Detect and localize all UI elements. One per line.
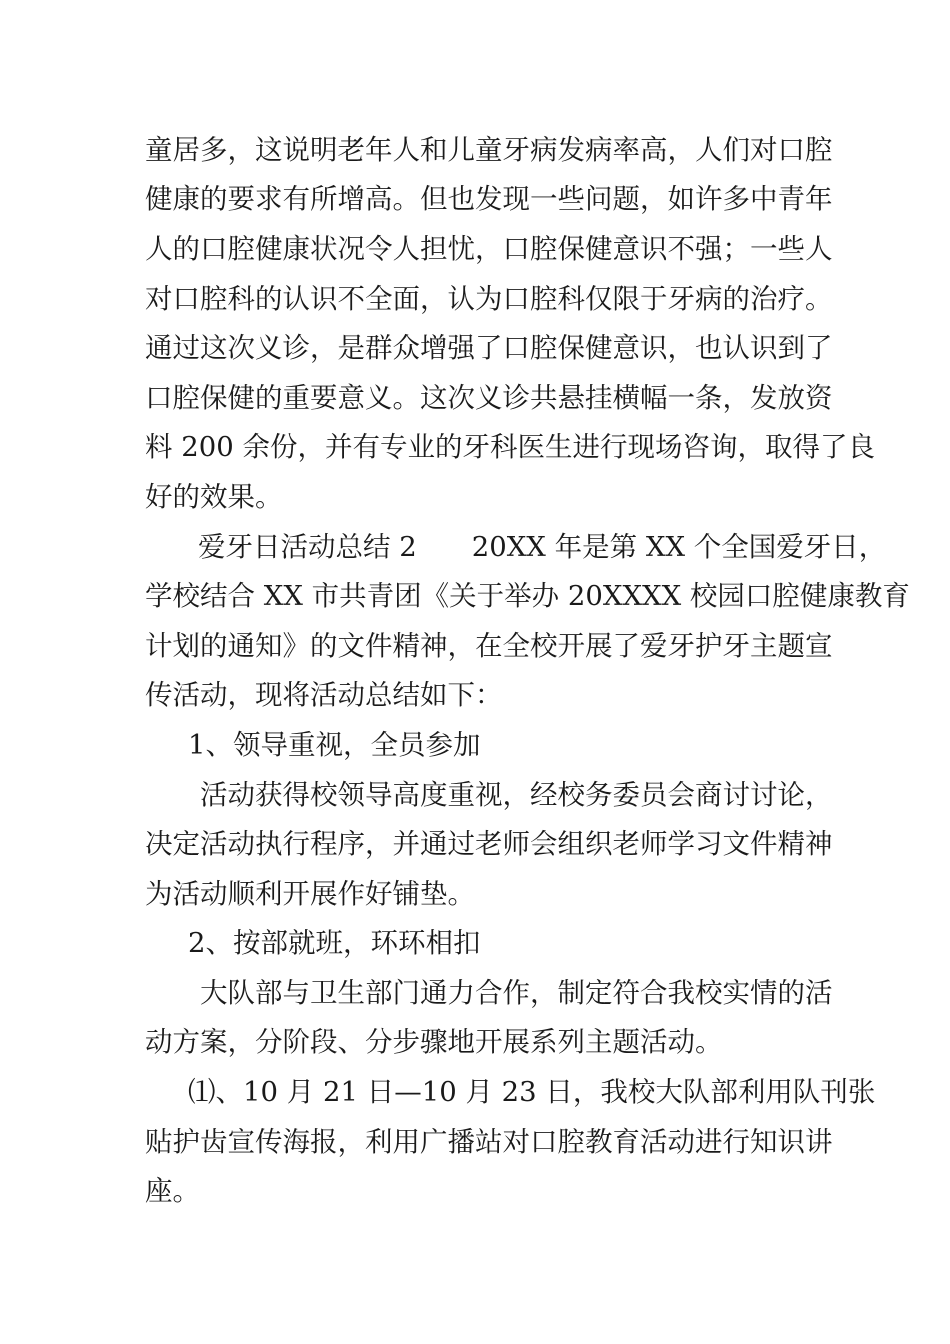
paragraph-line: 动方案，分阶段、分步骤地开展系列主题活动。: [145, 1026, 723, 1058]
paragraph-line: 传活动，现将活动总结如下：: [145, 679, 503, 711]
paragraph-line: 好的效果。: [145, 481, 283, 513]
paragraph-line: 决定活动执行程序，并通过老师会组织老师学习文件精神: [145, 828, 833, 860]
paragraph-line: 大队部与卫生部门通力合作，制定符合我校实情的活: [200, 977, 833, 1009]
paragraph-line: 学校结合 XX 市共青团《关于举办 20XXXX 校园口腔健康教育: [145, 580, 910, 612]
paragraph-line: 童居多，这说明老年人和儿童牙病发病率高，人们对口腔: [145, 134, 833, 166]
section-heading-line: 爱牙日活动总结 2 20XX 年是第 XX 个全国爱牙日，: [198, 531, 887, 563]
paragraph-line: 人的口腔健康状况令人担忧，口腔保健意识不强；一些人: [145, 233, 833, 265]
paragraph-line: 活动获得校领导高度重视，经校务委员会商讨讨论，: [200, 779, 833, 811]
paragraph-line: 贴护齿宣传海报，利用广播站对口腔教育活动进行知识讲: [145, 1126, 833, 1158]
paragraph-line: 为活动顺利开展作好铺垫。: [145, 878, 475, 910]
paragraph-line: 计划的通知》的文件精神，在全校开展了爱牙护牙主题宣: [145, 630, 833, 662]
paragraph-line: 料 200 余份，并有专业的牙科医生进行现场咨询，取得了良: [145, 431, 875, 463]
list-item-line: ⑴、10 月 21 日—10 月 23 日，我校大队部利用队刊张: [188, 1076, 876, 1108]
paragraph-line: 对口腔科的认识不全面，认为口腔科仅限于牙病的治疗。: [145, 283, 833, 315]
paragraph-line: 健康的要求有所增高。但也发现一些问题，如许多中青年: [145, 183, 833, 215]
paragraph-line: 口腔保健的重要意义。这次义诊共悬挂横幅一条，发放资: [145, 382, 833, 414]
subheading-line: 2、按部就班，环环相扣: [188, 927, 481, 959]
subheading-line: 1、领导重视，全员参加: [188, 729, 481, 761]
paragraph-line: 座。: [145, 1175, 200, 1207]
paragraph-line: 通过这次义诊，是群众增强了口腔保健意识，也认识到了: [145, 332, 833, 364]
